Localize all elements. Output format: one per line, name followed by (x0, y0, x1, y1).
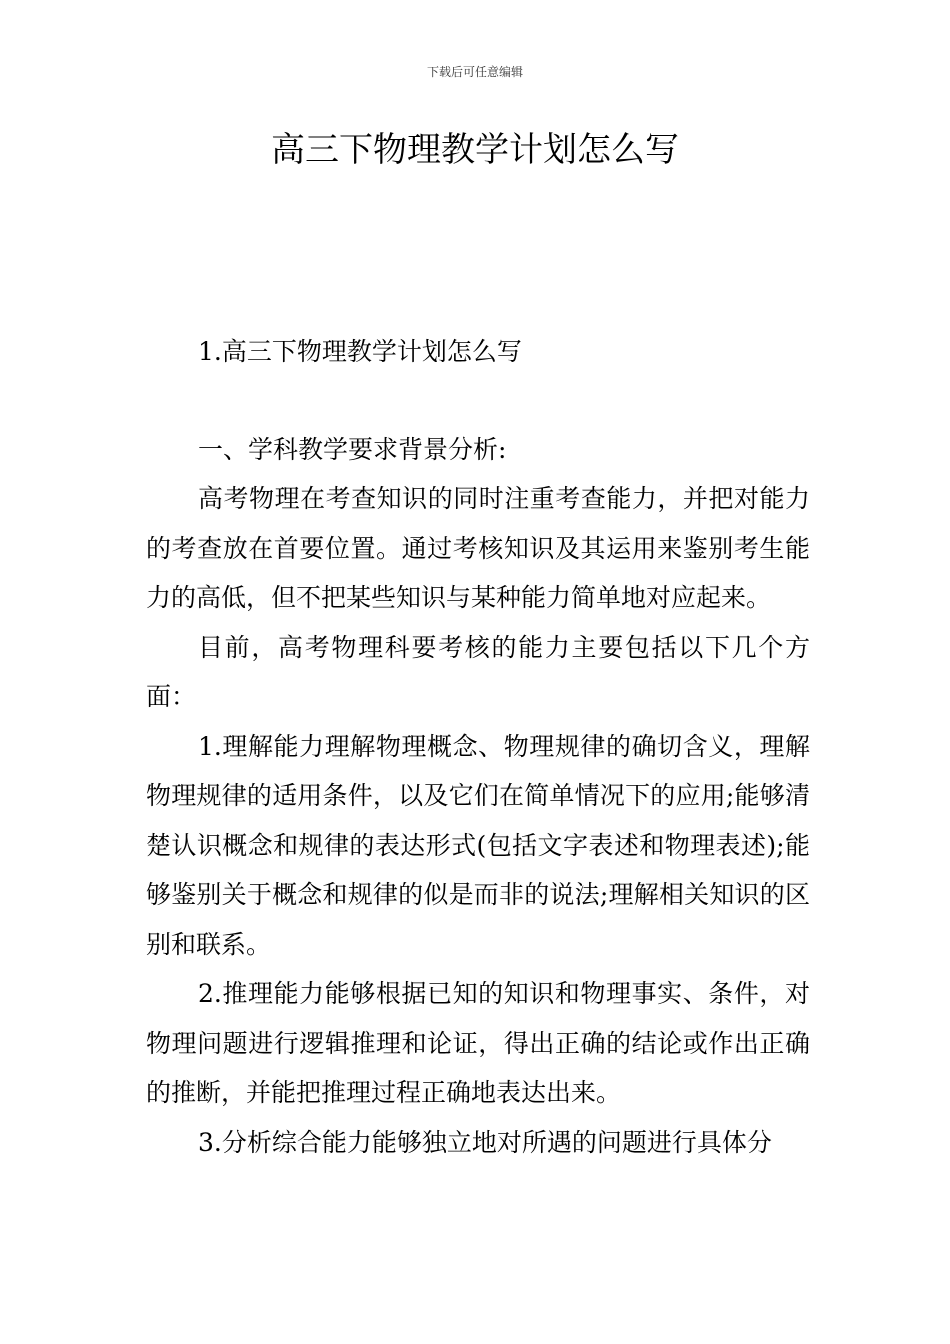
document-title: 高三下物理教学计划怎么写 (271, 130, 679, 170)
header-note: 下载后可任意编辑 (426, 65, 523, 79)
body-paragraphs (146, 474, 810, 1167)
paragraph: 1.理解能力理解物理概念、物理规律的确切含义，理解物理规律的适用条件，以及它们在简单情况下的应用;能够清楚认识概念和规律的表达形式(包括文字表述和物理表述);能够鉴别关于概念和规律的似是而非的说法;理解相关知识的区别和联系。 (146, 731, 810, 959)
paragraph: 2.推理能力能够根据已知的知识和物理事实、条件，对物理问题进行逻辑推理和论证，得出正确的结论或作出正确的推断，并能把推理过程正确地表达出来。 (146, 979, 810, 1107)
paragraph: 高考物理在考查知识的同时注重考查能力，并把对能力的考查放在首要位置。通过考核知识及其运用来鉴别考生能力的高低，但不把某些知识与某种能力简单地对应起来。 (146, 484, 810, 612)
section-heading: 一、学科教学要求背景分析: (198, 435, 507, 464)
subheading: 1.高三下物理教学计划怎么写 (198, 337, 522, 366)
paragraph: 3.分析综合能力能够独立地对所遇的问题进行具体分 (198, 1127, 772, 1157)
paragraph: 目前，高考物理科要考核的能力主要包括以下几个方面： (146, 632, 810, 711)
